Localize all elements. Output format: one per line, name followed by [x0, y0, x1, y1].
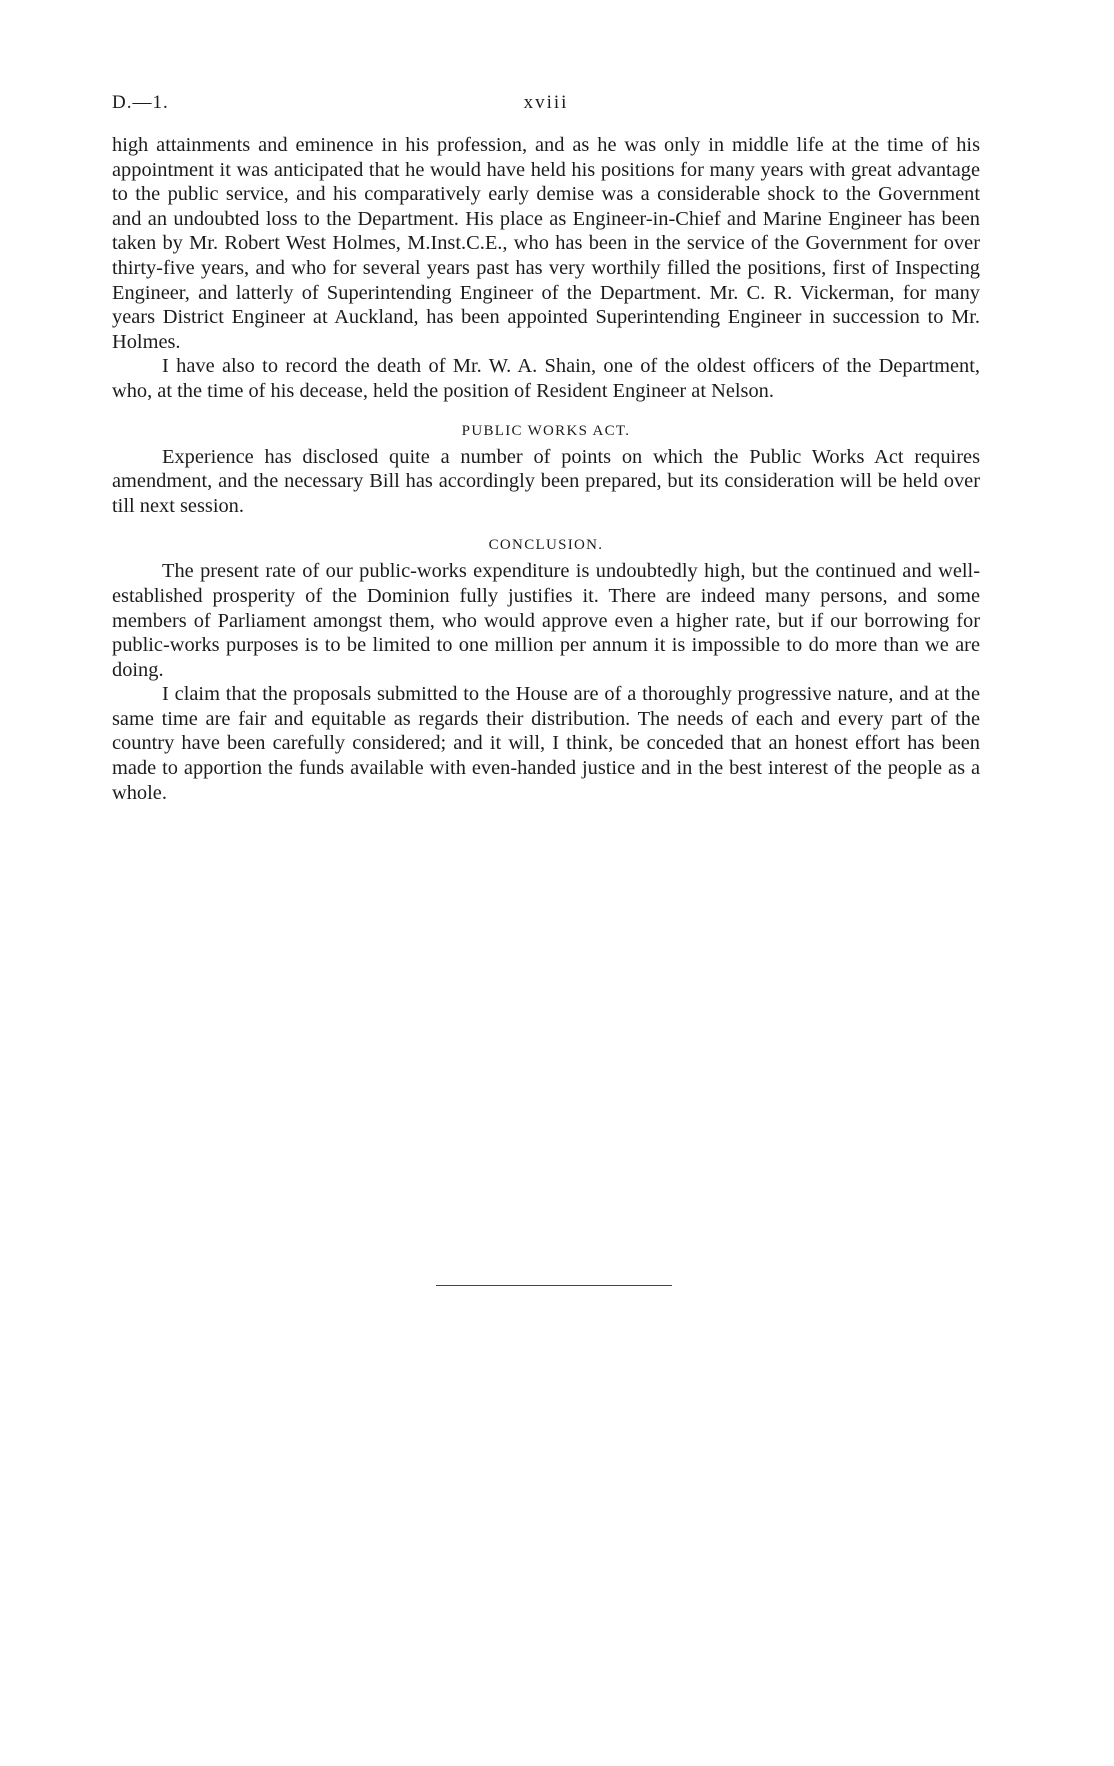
paragraph-shain: I have also to record the death of Mr. W. A. Shain, one of the oldest officers of the Department, who, at the time of his decease, held the position of Resident Engineer at Nelson.	[112, 355, 980, 402]
paragraph-continuation: high attainments and eminence in his profession, and as he was only in middle life at the time of his appointment it was anticipated that he would have held his positions for many years with great advantage to the public service, and his comparatively early demise was a considerable shock to the Government and an undoubted loss to the Department. His place as Engineer-in-Chief and Marine Engineer has been taken by Mr. Robert West Holmes, M.Inst.C.E., who has been in the service of the Government for over thirty-five years, and who for several years past has very worthily filled the positions, first of Inspecting Engineer, and latterly of Superintending Engineer of the Department. Mr. C. R. Vickerman, for many years District Engineer at Auckland, has been appointed Superintending Engineer in succession to Mr. Holmes.	[112, 134, 980, 353]
closing-rule	[436, 1285, 672, 1286]
section-heading-conclusion: CONCLUSION.	[488, 537, 604, 554]
document-reference: D.—1.	[112, 92, 169, 113]
section-heading-public-works-act: PUBLIC WORKS ACT.	[461, 422, 631, 439]
page-header	[112, 92, 980, 116]
page-number: xviii	[523, 92, 569, 113]
paragraph-conclusion-2: I claim that the proposals submitted to the House are of a thoroughly progressive nature, and at the same time are fair and equitable as regards their distribution. The needs of each and every part of the country have been carefully considered; and it will, I think, be conceded that an honest effort has been made to apportion the funds available with even-handed justice and in the best interest of the people as a whole.	[112, 683, 980, 804]
document-body	[112, 133, 980, 805]
paragraph-public-works-act: Experience has disclosed quite a number of points on which the Public Works Act requires amendment, and the necessary Bill has accordingly been prepared, but its consideration will be held over till next session.	[112, 445, 980, 517]
paragraph-conclusion-1: The present rate of our public-works expenditure is undoubtedly high, but the continued and well-established prosperity of the Dominion fully justifies it. There are indeed many persons, and some members of Parliament amongst them, who would approve even a higher rate, but if our borrowing for public-works purposes is to be limited to one million per annum it is impossible to do more than we are doing.	[112, 560, 980, 681]
